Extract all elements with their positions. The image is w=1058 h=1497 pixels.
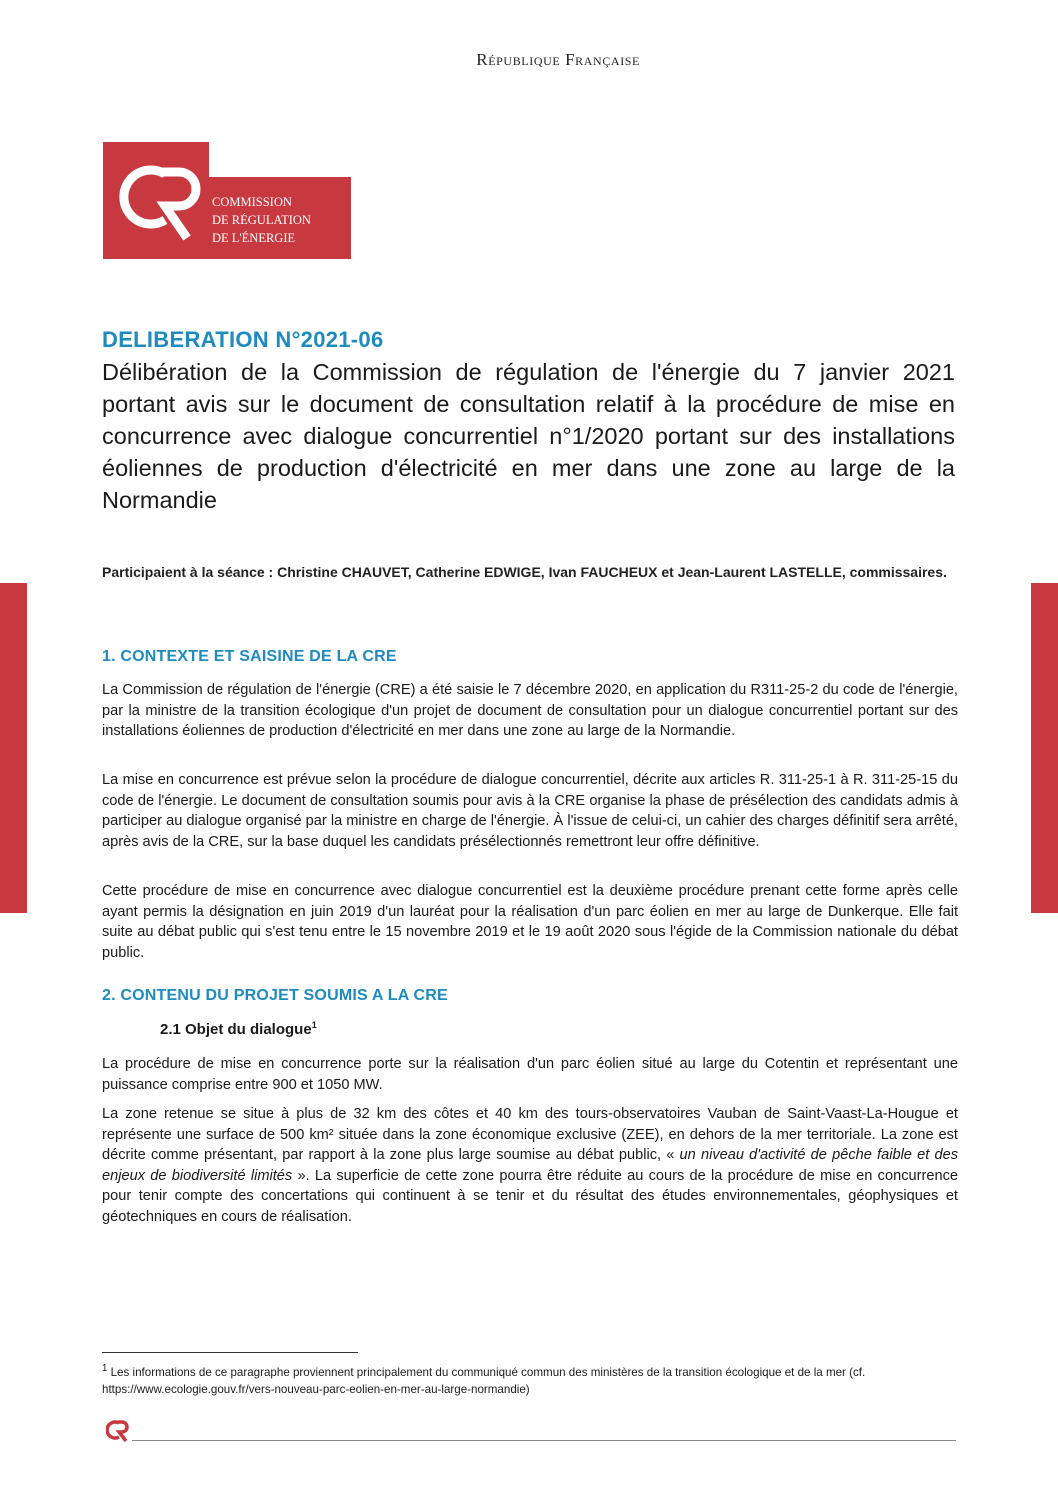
- section-2-paragraph-2-end: ». La superficie de cette zone pourra être réduite au cours de la procédure de mise en concurrence pour tenir compte des concertations qui continuent à se tenir et du résultat des études environnementales, géophysiques et géotechniques en cours de réalisation.: [102, 1167, 958, 1225]
- logo-line-1: COMMISSION: [212, 195, 292, 209]
- deliberation-title: Délibération de la Commission de régulation de l'énergie du 7 janvier 2021 portant avis sur le document de consultation relatif à la procédure de mise en concurrence avec dialogue concurrentiel n°1/2020 portant sur des installations éoliennes de production d'électricité en mer dans une zone au large de la Normandie: [102, 359, 955, 513]
- right-accent-bar: [1031, 583, 1058, 913]
- section-2-paragraph-2-start: La zone retenue se situe à plus de 32 km des côtes et 40 km des tours-observatoires Vauban de Saint-Vaast-La-Hougue et représente une surface de 500 km² située dans la zone économique exclusive (ZEE), en dehors de la mer territoriale. La zone est décrite comme présentant, par rapport à la zone plus large soumise au débat public, «: [102, 1106, 958, 1163]
- section-2-paragraph-2: [102, 1104, 958, 1227]
- section-1-heading: 1. CONTEXTE ET SAISINE DE LA CRE: [102, 648, 397, 665]
- section-1-paragraph-3: Cette procédure de mise en concurrence avec dialogue concurrentiel est la deuxième procédure prenant cette forme après celle ayant permis la désignation en juin 2019 d'un lauréat pour la réalisation d'un parc éolien en mer au large de Dunkerque. Elle fait suite au débat public qui s'est tenu entre le 15 novembre 2019 et le 19 août 2020 sous l'égide de la Commission nationale du débat public.: [102, 883, 958, 961]
- section-2-1-heading: [160, 1020, 317, 1038]
- left-accent-bar: [0, 583, 27, 913]
- section-2-paragraph-1: La procédure de mise en concurrence porte sur la réalisation d'un parc éolien situé au large du Cotentin et représentant une puissance comprise entre 900 et 1050 MW.: [102, 1056, 958, 1093]
- footnote-number: 1: [102, 1363, 108, 1374]
- participants: Participaient à la séance : Christine CHAUVET, Catherine EDWIGE, Ivan FAUCHEUX et Jean-Laurent LASTELLE, commissaires.: [102, 564, 947, 580]
- footnote-ref[interactable]: 1: [311, 1020, 317, 1030]
- logo-line-2: DE RÉGULATION: [212, 213, 311, 227]
- footnote-separator: [102, 1352, 358, 1353]
- footer-rule: [132, 1440, 956, 1441]
- footer-cre-icon: [106, 1418, 130, 1444]
- section-2-1-title: 2.1 Objet du dialogue: [160, 1021, 312, 1038]
- section-2-quote: un niveau d'activité de pêche faible et des enjeux de biodiversité limités: [102, 1147, 958, 1184]
- cre-logo: [103, 142, 351, 259]
- republique-francaise-header: République Française: [476, 50, 640, 69]
- footnote: [102, 1360, 958, 1398]
- section-2-heading: 2. CONTENU DU PROJET SOUMIS A LA CRE: [102, 987, 448, 1004]
- deliberation-number: DELIBERATION N°2021-06: [102, 327, 384, 352]
- logo-line-3: DE L'ÉNERGIE: [212, 231, 296, 245]
- section-1-paragraph-1: La Commission de régulation de l'énergie (CRE) a été saisie le 7 décembre 2020, en application du R311-25-2 du code de l'énergie, par la ministre de la transition écologique d'un projet de document de consultation pour un dialogue concurrentiel portant sur des installations éoliennes de production d'électricité en mer dans une zone au large de la Normandie.: [102, 682, 958, 739]
- footnote-text: Les informations de ce paragraphe proviennent principalement du communiqué commun des ministères de la transition écologique et de la mer (cf. https://www.ecologie.gouv.fr/vers-nouveau-parc-eolien-en-mer-au-large-normandie): [102, 1365, 866, 1396]
- section-1-paragraph-2: La mise en concurrence est prévue selon la procédure de dialogue concurrentiel, décrite aux articles R. 311-25-1 à R. 311-25-15 du code de l'énergie. Le document de consultation soumis pour avis à la CRE organise la phase de présélection des candidats admis à participer au dialogue organisé par la ministre en charge de l'énergie. À l'issue de celui-ci, un cahier des charges définitif sera arrêté, après avis de la CRE, sur la base duquel les candidats présélectionnés remettront leur offre définitive.: [102, 772, 958, 850]
